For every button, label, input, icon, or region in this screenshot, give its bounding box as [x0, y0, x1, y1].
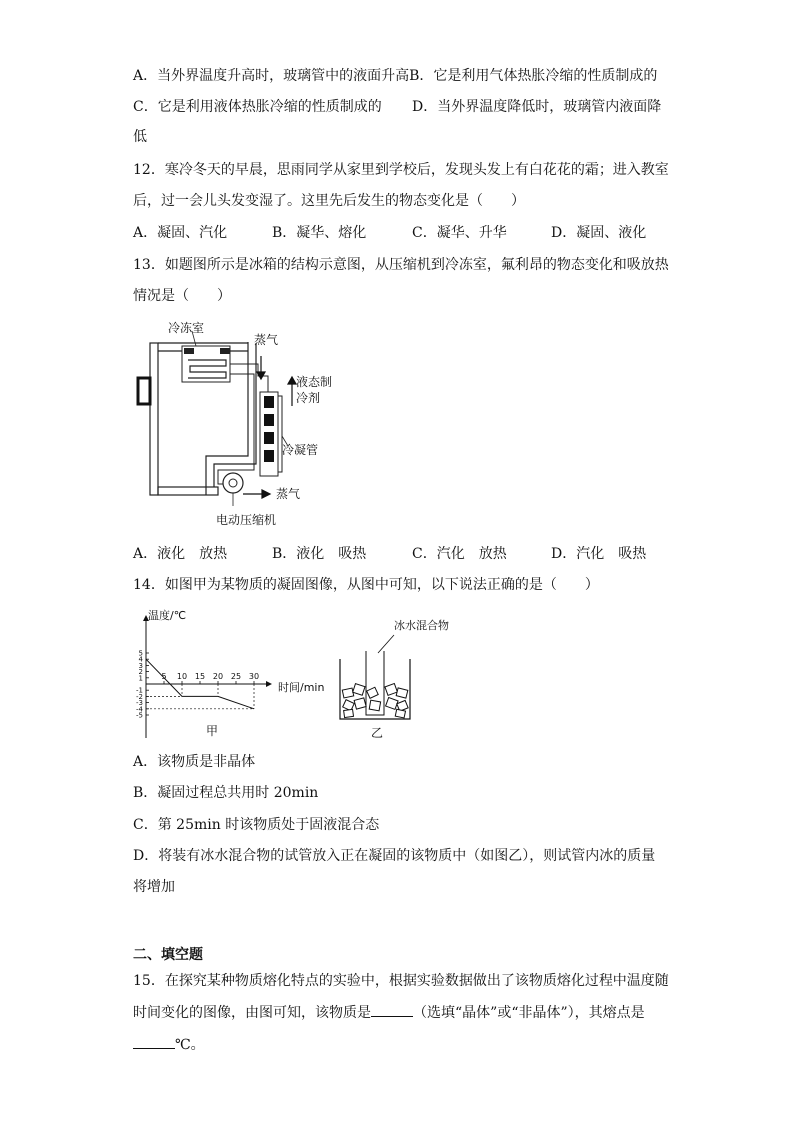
q12-option-d: D．凝固、液化	[551, 225, 647, 241]
x-tick-label: 5	[161, 672, 167, 681]
freezer-clip	[184, 348, 194, 354]
q11-option-c: C．它是利用液体热胀冷缩的性质制成的	[133, 99, 382, 115]
y-tick-label: 4	[138, 655, 143, 664]
q15-text-a: 时间变化的图像，由图可知，该物质是	[133, 1005, 371, 1021]
q13-option-a: A．液化 放热	[133, 546, 228, 562]
x-tick-label: 30	[248, 672, 260, 681]
q14-stem: 14．如图甲为某物质的凝固图像，从图中可知，以下说法正确的是（ ）	[133, 577, 599, 593]
q13-stem-line2: 情况是（ ）	[133, 288, 231, 304]
y-tick-label: -2	[136, 692, 143, 701]
q14-option-c: C．第 25min 时该物质处于固液混合态	[133, 817, 380, 833]
y-tick-label: 2	[138, 668, 143, 677]
label-freezer: 冷冻室	[168, 321, 205, 335]
graph-xlabel: 时间/min	[278, 681, 325, 694]
q14-option-b: B．凝固过程总共用时 20min	[133, 785, 319, 801]
label-vapor-bottom: 蒸气	[276, 487, 301, 501]
x-axis-arrow	[266, 681, 272, 687]
x-tick-label: 15	[194, 672, 206, 681]
q13-stem-line1: 13．如题图所示是冰箱的结构示意图，从压缩机到冷冻室，氟利昂的物态变化和吸放热	[133, 257, 669, 273]
x-ticks	[161, 672, 259, 684]
q15-line3	[133, 1034, 205, 1055]
q12-option-b: B．凝华、熔化	[272, 225, 367, 241]
x-tick-label: 20	[212, 672, 224, 681]
q12-stem-line1: 12．寒冷冬天的早晨，思雨同学从家里到学校后，发现头发上有白花花的霜；进入教室	[133, 162, 669, 178]
q11-option-d: D．当外界温度降低时，玻璃管内液面降	[412, 99, 662, 115]
fridge-diagram	[130, 316, 360, 531]
q13-option-d: D．汽化 吸热	[551, 546, 647, 562]
q14-option-a: A．该物质是非晶体	[133, 754, 256, 770]
compressor	[223, 473, 243, 506]
condenser	[260, 392, 282, 476]
label-ice-water: 冰水混合物	[394, 619, 449, 632]
y-tick-label: 3	[138, 661, 143, 670]
ice-blocks	[342, 684, 408, 718]
label-condenser: 冷凝管	[282, 443, 319, 457]
q13-option-c: C．汽化 放热	[412, 546, 507, 562]
q12-stem-line2: 后，过一会儿头发变湿了。这里先后发生的物态变化是（ ）	[133, 193, 525, 209]
q11-option-b: B．它是利用气体热胀冷缩的性质制成的	[409, 68, 658, 84]
label-compressor: 电动压缩机	[216, 513, 277, 527]
q11-option-d-cont: 低	[133, 129, 147, 145]
x-tick-label: 25	[230, 672, 242, 681]
graph-caption: 甲	[206, 724, 219, 738]
q12-option-c: C．凝华、升华	[412, 225, 507, 241]
label-liquid-refrigerant-2: 冷剂	[296, 391, 321, 405]
q13-option-b: B．液化 吸热	[272, 546, 367, 562]
q15-line1: 15．在探究某种物质熔化特点的实验中，根据实验数据做出了该物质熔化过程中温度随	[133, 973, 669, 989]
y-tick-label: -5	[136, 711, 143, 720]
x-tick-label: 10	[176, 672, 188, 681]
y-tick-label: -3	[136, 699, 143, 708]
y-tick-label: 5	[138, 649, 143, 658]
q11-option-a: A．当外界温度升高时，玻璃管中的液面升高	[133, 68, 410, 84]
tube-caption: 乙	[371, 726, 384, 740]
q15-text-b: （选填“晶体”或“非晶体”），其熔点是	[413, 1005, 645, 1021]
section-title: 二、填空题	[133, 947, 203, 963]
y-tick-label: -1	[136, 686, 143, 695]
graph-ylabel: 温度/℃	[148, 609, 187, 622]
label-vapor-top: 蒸气	[254, 333, 279, 347]
y-tick-label: -4	[136, 705, 143, 714]
q11-options-row1	[133, 66, 657, 86]
test-tube-diagram	[330, 613, 470, 743]
q15-line2	[133, 1002, 645, 1023]
y-tick-label: 1	[138, 674, 143, 683]
q15-unit: ℃。	[175, 1037, 205, 1053]
q14-option-d-cont: 将增加	[133, 879, 175, 895]
ice-water-leader	[378, 635, 394, 653]
q15-blank-2[interactable]	[133, 1034, 175, 1049]
q15-blank-1[interactable]	[371, 1002, 413, 1017]
q12-option-a: A．凝固、汽化	[133, 225, 228, 241]
door-handle	[138, 378, 150, 404]
label-liquid-refrigerant-1: 液态制	[296, 375, 333, 389]
freezer-clip	[220, 348, 230, 354]
q14-option-d: D．将装有冰水混合物的试管放入正在凝固的该物质中（如图乙），则试管内冰的质量	[133, 848, 656, 864]
cooling-curve-graph	[128, 603, 325, 743]
